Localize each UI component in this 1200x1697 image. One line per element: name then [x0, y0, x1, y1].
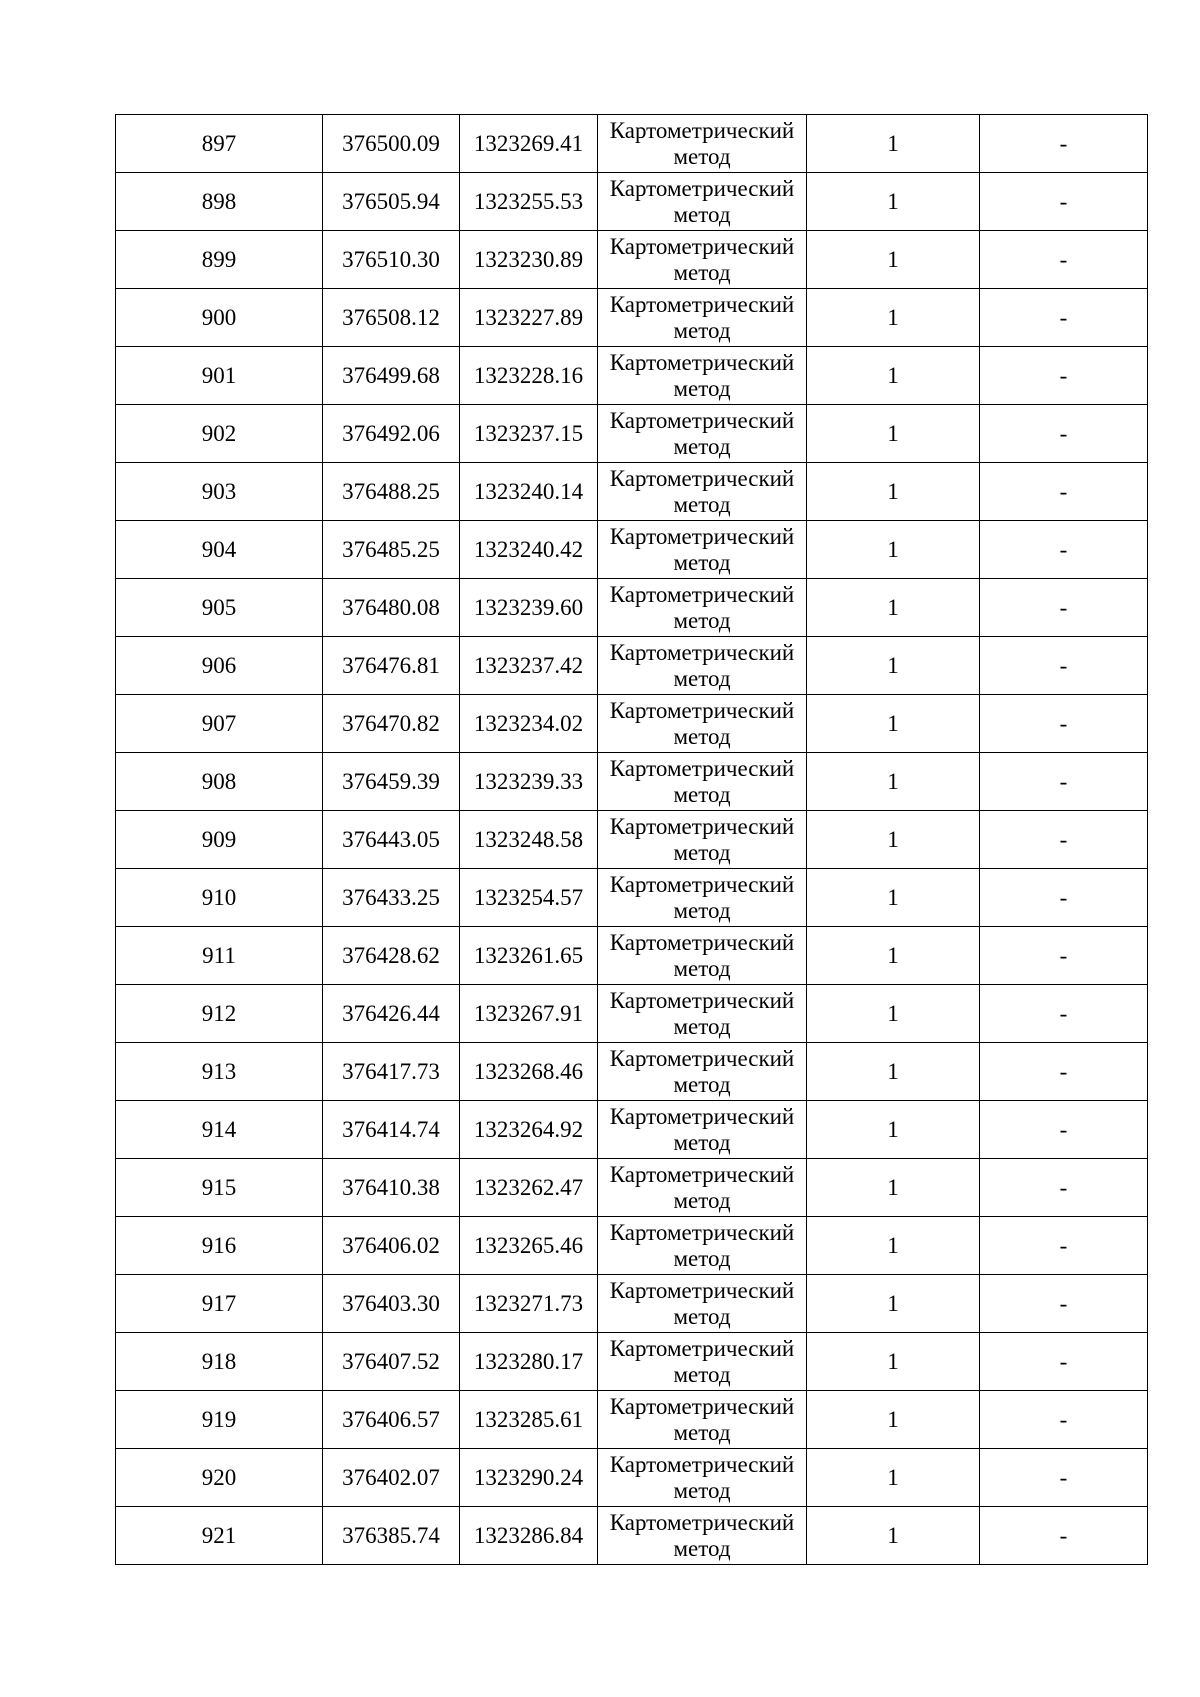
point-number-cell: 899 [116, 231, 323, 289]
table-row [116, 1159, 1148, 1217]
point-number-cell: 921 [116, 1507, 323, 1565]
method-line-2: метод [673, 1361, 731, 1387]
coordinate-x-cell: 376433.25 [323, 869, 460, 927]
coordinate-y-cell: 1323228.16 [460, 347, 598, 405]
coordinate-x-cell: 376476.81 [323, 637, 460, 695]
method-line-1: Картометрический [609, 871, 795, 897]
coordinate-y-cell: 1323286.84 [460, 1507, 598, 1565]
table-row [116, 173, 1148, 231]
method-cell [598, 869, 807, 927]
method-cell [598, 173, 807, 231]
method-cell [598, 405, 807, 463]
coordinate-x-cell: 376488.25 [323, 463, 460, 521]
coordinate-x-cell: 376417.73 [323, 1043, 460, 1101]
method-line-1: Картометрический [609, 1277, 795, 1303]
table-row [116, 985, 1148, 1043]
coordinate-y-cell: 1323268.46 [460, 1043, 598, 1101]
accuracy-cell: 1 [807, 1159, 980, 1217]
method-line-2: метод [673, 955, 731, 981]
point-number-cell: 908 [116, 753, 323, 811]
coordinate-y-cell: 1323285.61 [460, 1391, 598, 1449]
coordinate-x-cell: 376500.09 [323, 115, 460, 173]
note-cell: - [980, 1275, 1148, 1333]
accuracy-cell: 1 [807, 463, 980, 521]
note-cell: - [980, 115, 1148, 173]
coordinate-y-cell: 1323290.24 [460, 1449, 598, 1507]
point-number-cell: 907 [116, 695, 323, 753]
method-line-1: Картометрический [609, 987, 795, 1013]
note-cell: - [980, 753, 1148, 811]
coordinate-x-cell: 376385.74 [323, 1507, 460, 1565]
coordinate-y-cell: 1323267.91 [460, 985, 598, 1043]
point-number-cell: 903 [116, 463, 323, 521]
note-cell: - [980, 173, 1148, 231]
coordinates-table [115, 114, 1148, 1565]
note-cell: - [980, 1449, 1148, 1507]
note-cell: - [980, 985, 1148, 1043]
method-cell [598, 1391, 807, 1449]
method-line-2: метод [673, 1129, 731, 1155]
point-number-cell: 902 [116, 405, 323, 463]
accuracy-cell: 1 [807, 811, 980, 869]
coordinate-y-cell: 1323240.42 [460, 521, 598, 579]
table-row [116, 637, 1148, 695]
table-row [116, 695, 1148, 753]
method-line-2: метод [673, 1303, 731, 1329]
note-cell: - [980, 1217, 1148, 1275]
table-row [116, 1507, 1148, 1565]
method-cell [598, 289, 807, 347]
accuracy-cell: 1 [807, 1101, 980, 1159]
table-row [116, 521, 1148, 579]
note-cell: - [980, 1391, 1148, 1449]
coordinate-x-cell: 376403.30 [323, 1275, 460, 1333]
coordinate-y-cell: 1323261.65 [460, 927, 598, 985]
method-line-2: метод [673, 433, 731, 459]
accuracy-cell: 1 [807, 753, 980, 811]
table-row [116, 1101, 1148, 1159]
method-line-2: метод [673, 549, 731, 575]
table-row [116, 1217, 1148, 1275]
point-number-cell: 913 [116, 1043, 323, 1101]
point-number-cell: 911 [116, 927, 323, 985]
coordinate-y-cell: 1323239.33 [460, 753, 598, 811]
method-line-1: Картометрический [609, 929, 795, 955]
table-row [116, 1449, 1148, 1507]
method-cell [598, 753, 807, 811]
method-cell [598, 985, 807, 1043]
method-line-1: Картометрический [609, 523, 795, 549]
note-cell: - [980, 347, 1148, 405]
method-line-2: метод [673, 259, 731, 285]
coordinate-x-cell: 376499.68 [323, 347, 460, 405]
coordinate-y-cell: 1323280.17 [460, 1333, 598, 1391]
method-cell [598, 1217, 807, 1275]
note-cell: - [980, 1507, 1148, 1565]
coordinate-x-cell: 376428.62 [323, 927, 460, 985]
point-number-cell: 904 [116, 521, 323, 579]
table-row [116, 463, 1148, 521]
coordinate-y-cell: 1323234.02 [460, 695, 598, 753]
note-cell: - [980, 1043, 1148, 1101]
method-cell [598, 463, 807, 521]
table-row [116, 1391, 1148, 1449]
method-line-1: Картометрический [609, 1335, 795, 1361]
accuracy-cell: 1 [807, 927, 980, 985]
method-line-1: Картометрический [609, 697, 795, 723]
method-line-1: Картометрический [609, 175, 795, 201]
method-line-1: Картометрический [609, 1103, 795, 1129]
method-cell [598, 695, 807, 753]
method-line-2: метод [673, 665, 731, 691]
coordinate-y-cell: 1323240.14 [460, 463, 598, 521]
method-cell [598, 1449, 807, 1507]
method-line-1: Картометрический [609, 1509, 795, 1535]
method-line-2: метод [673, 317, 731, 343]
coordinate-x-cell: 376470.82 [323, 695, 460, 753]
note-cell: - [980, 1333, 1148, 1391]
coordinate-x-cell: 376406.02 [323, 1217, 460, 1275]
coordinate-x-cell: 376406.57 [323, 1391, 460, 1449]
point-number-cell: 912 [116, 985, 323, 1043]
accuracy-cell: 1 [807, 115, 980, 173]
coordinate-x-cell: 376508.12 [323, 289, 460, 347]
note-cell: - [980, 231, 1148, 289]
accuracy-cell: 1 [807, 1217, 980, 1275]
method-line-1: Картометрический [609, 755, 795, 781]
accuracy-cell: 1 [807, 1507, 980, 1565]
accuracy-cell: 1 [807, 869, 980, 927]
method-line-2: метод [673, 723, 731, 749]
table-row [116, 927, 1148, 985]
method-line-2: метод [673, 1535, 731, 1561]
table-row [116, 811, 1148, 869]
coordinate-x-cell: 376505.94 [323, 173, 460, 231]
accuracy-cell: 1 [807, 1333, 980, 1391]
accuracy-cell: 1 [807, 405, 980, 463]
note-cell: - [980, 405, 1148, 463]
method-line-2: метод [673, 781, 731, 807]
method-line-1: Картометрический [609, 639, 795, 665]
coordinate-y-cell: 1323239.60 [460, 579, 598, 637]
point-number-cell: 918 [116, 1333, 323, 1391]
method-cell [598, 1101, 807, 1159]
method-cell [598, 927, 807, 985]
note-cell: - [980, 1159, 1148, 1217]
coordinate-y-cell: 1323248.58 [460, 811, 598, 869]
point-number-cell: 898 [116, 173, 323, 231]
coordinate-x-cell: 376407.52 [323, 1333, 460, 1391]
coordinate-y-cell: 1323230.89 [460, 231, 598, 289]
coordinate-x-cell: 376480.08 [323, 579, 460, 637]
coordinate-y-cell: 1323255.53 [460, 173, 598, 231]
table-row [116, 231, 1148, 289]
coordinate-y-cell: 1323254.57 [460, 869, 598, 927]
point-number-cell: 916 [116, 1217, 323, 1275]
coordinate-y-cell: 1323227.89 [460, 289, 598, 347]
coordinate-x-cell: 376410.38 [323, 1159, 460, 1217]
method-line-2: метод [673, 897, 731, 923]
point-number-cell: 909 [116, 811, 323, 869]
note-cell: - [980, 579, 1148, 637]
accuracy-cell: 1 [807, 1391, 980, 1449]
coordinate-x-cell: 376459.39 [323, 753, 460, 811]
point-number-cell: 901 [116, 347, 323, 405]
coordinates-table-body [116, 115, 1148, 1565]
note-cell: - [980, 695, 1148, 753]
accuracy-cell: 1 [807, 637, 980, 695]
coordinate-y-cell: 1323237.42 [460, 637, 598, 695]
table-row [116, 1275, 1148, 1333]
method-cell [598, 1043, 807, 1101]
method-line-1: Картометрический [609, 1161, 795, 1187]
accuracy-cell: 1 [807, 231, 980, 289]
note-cell: - [980, 1101, 1148, 1159]
method-line-1: Картометрический [609, 465, 795, 491]
method-cell [598, 579, 807, 637]
accuracy-cell: 1 [807, 521, 980, 579]
method-line-1: Картометрический [609, 1219, 795, 1245]
method-cell [598, 231, 807, 289]
method-line-2: метод [673, 1245, 731, 1271]
accuracy-cell: 1 [807, 1449, 980, 1507]
method-line-2: метод [673, 201, 731, 227]
point-number-cell: 910 [116, 869, 323, 927]
note-cell: - [980, 869, 1148, 927]
method-cell [598, 811, 807, 869]
table-row [116, 1333, 1148, 1391]
coordinate-y-cell: 1323237.15 [460, 405, 598, 463]
point-number-cell: 897 [116, 115, 323, 173]
point-number-cell: 920 [116, 1449, 323, 1507]
method-cell [598, 1159, 807, 1217]
method-line-1: Картометрический [609, 291, 795, 317]
accuracy-cell: 1 [807, 173, 980, 231]
method-line-2: метод [673, 1013, 731, 1039]
method-line-1: Картометрический [609, 117, 795, 143]
point-number-cell: 906 [116, 637, 323, 695]
point-number-cell: 914 [116, 1101, 323, 1159]
note-cell: - [980, 637, 1148, 695]
method-cell [598, 1275, 807, 1333]
method-line-1: Картометрический [609, 1045, 795, 1071]
method-cell [598, 1507, 807, 1565]
coordinate-x-cell: 376485.25 [323, 521, 460, 579]
coordinate-x-cell: 376414.74 [323, 1101, 460, 1159]
point-number-cell: 905 [116, 579, 323, 637]
method-line-1: Картометрический [609, 349, 795, 375]
note-cell: - [980, 463, 1148, 521]
table-row [116, 753, 1148, 811]
accuracy-cell: 1 [807, 1043, 980, 1101]
coordinate-x-cell: 376402.07 [323, 1449, 460, 1507]
method-line-2: метод [673, 143, 731, 169]
method-line-1: Картометрический [609, 1451, 795, 1477]
accuracy-cell: 1 [807, 579, 980, 637]
method-cell [598, 347, 807, 405]
method-line-2: метод [673, 1187, 731, 1213]
accuracy-cell: 1 [807, 695, 980, 753]
point-number-cell: 915 [116, 1159, 323, 1217]
method-cell [598, 1333, 807, 1391]
method-cell [598, 521, 807, 579]
method-line-2: метод [673, 1477, 731, 1503]
coordinate-x-cell: 376510.30 [323, 231, 460, 289]
method-line-2: метод [673, 375, 731, 401]
method-line-2: метод [673, 607, 731, 633]
point-number-cell: 900 [116, 289, 323, 347]
table-row [116, 1043, 1148, 1101]
table-row [116, 405, 1148, 463]
point-number-cell: 919 [116, 1391, 323, 1449]
coordinate-y-cell: 1323271.73 [460, 1275, 598, 1333]
method-line-2: метод [673, 839, 731, 865]
coordinate-y-cell: 1323269.41 [460, 115, 598, 173]
note-cell: - [980, 289, 1148, 347]
accuracy-cell: 1 [807, 985, 980, 1043]
table-row [116, 347, 1148, 405]
method-line-1: Картометрический [609, 813, 795, 839]
note-cell: - [980, 927, 1148, 985]
method-line-2: метод [673, 1071, 731, 1097]
table-row [116, 869, 1148, 927]
table-row [116, 579, 1148, 637]
coordinate-x-cell: 376443.05 [323, 811, 460, 869]
accuracy-cell: 1 [807, 1275, 980, 1333]
method-cell [598, 115, 807, 173]
note-cell: - [980, 521, 1148, 579]
method-line-1: Картометрический [609, 407, 795, 433]
table-row [116, 289, 1148, 347]
method-line-2: метод [673, 491, 731, 517]
coordinate-x-cell: 376426.44 [323, 985, 460, 1043]
method-line-1: Картометрический [609, 233, 795, 259]
method-cell [598, 637, 807, 695]
method-line-1: Картометрический [609, 581, 795, 607]
accuracy-cell: 1 [807, 347, 980, 405]
coordinate-x-cell: 376492.06 [323, 405, 460, 463]
coordinate-y-cell: 1323265.46 [460, 1217, 598, 1275]
note-cell: - [980, 811, 1148, 869]
point-number-cell: 917 [116, 1275, 323, 1333]
accuracy-cell: 1 [807, 289, 980, 347]
method-line-2: метод [673, 1419, 731, 1445]
table-row [116, 115, 1148, 173]
coordinate-y-cell: 1323262.47 [460, 1159, 598, 1217]
method-line-1: Картометрический [609, 1393, 795, 1419]
coordinate-y-cell: 1323264.92 [460, 1101, 598, 1159]
